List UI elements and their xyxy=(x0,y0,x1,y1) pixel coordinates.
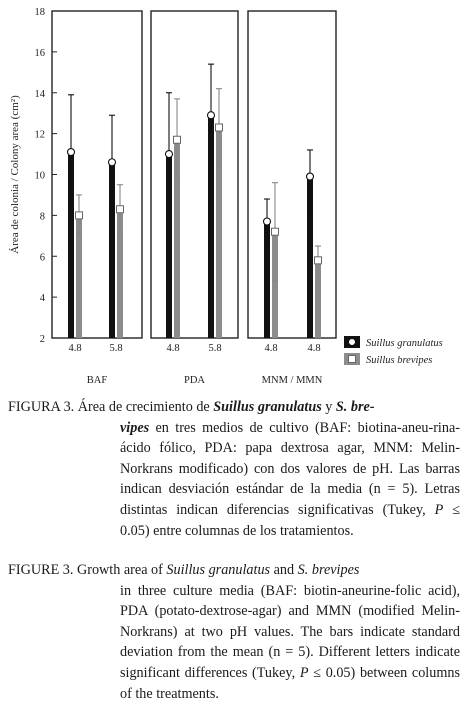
caption-es-species1: Suillus granulatus xyxy=(213,399,322,415)
caption-en-text1: Growth area of xyxy=(76,562,167,578)
ph-tick-label: 5.8 xyxy=(208,343,222,354)
point-granulatus xyxy=(166,151,173,158)
panel-label: PDA xyxy=(183,375,206,386)
legend-label: Suillus brevipes xyxy=(366,355,433,366)
ph-tick-label: 5.8 xyxy=(109,343,123,354)
caption-english xyxy=(8,560,460,704)
caption-es-text3: en tres medios de cultivo (BAF: biotina-aneu-rina-ácido fólico, PDA: papa dextrosa agar, MNM: Melin-Norkrans modificado) con dos valores de pH. Las barras indican desviación estándar de la media (n = 5). Letras distintas indican diferencias significativas (Tukey, xyxy=(120,419,460,518)
caption-en-body xyxy=(8,581,460,705)
legend-marker xyxy=(349,356,356,363)
point-granulatus xyxy=(307,173,314,180)
caption-es-text1: Área de crecimiento de xyxy=(77,399,214,415)
ph-tick-label: 4.8 xyxy=(68,343,82,354)
caption-spanish xyxy=(8,397,460,541)
y-tick-label: 6 xyxy=(39,252,45,264)
point-brevipes xyxy=(272,228,279,235)
caption-es-body xyxy=(8,418,460,542)
y-axis-label: Área de colonia / Colony area (cm²) xyxy=(9,95,21,254)
caption-es-species2: S. bre- xyxy=(335,399,375,415)
caption-es-text4: ≤ 0.05) entre columnas de los tratamientos. xyxy=(120,501,460,539)
caption-en-text4: ≤ 0.05) between columns of the treatments. xyxy=(120,664,460,702)
ph-tick-label: 4.8 xyxy=(166,343,180,354)
legend-marker xyxy=(349,339,356,346)
point-brevipes xyxy=(216,124,223,131)
panel-label: MNM / MMN xyxy=(261,375,323,386)
legend-label: Suillus granulatus xyxy=(366,338,443,349)
caption-es-text2: y xyxy=(321,399,336,415)
point-brevipes xyxy=(117,206,124,213)
panel-frame xyxy=(52,11,142,338)
caption-es-p: P xyxy=(434,501,444,518)
caption-en-label: FIGURE 3. xyxy=(8,562,74,578)
y-tick-label: 18 xyxy=(34,7,45,18)
y-tick-label: 16 xyxy=(34,47,45,59)
y-tick-label: 14 xyxy=(34,88,45,100)
ph-tick-label: 4.8 xyxy=(264,343,278,354)
caption-es-species2-cont: vipes xyxy=(120,419,150,436)
y-tick-label: 2 xyxy=(39,334,45,345)
point-granulatus xyxy=(208,112,215,119)
caption-en-text3: in three culture media (BAF: biotin-aneurine-folic acid), PDA (potato-dextrose-agar) and MMN (modified Melin-Norkrans) at two pH values. The bars indicate standard deviation from the mean (n = 5). Different letters indicate significant differences (Tukey, xyxy=(120,582,460,681)
caption-en-text2: and xyxy=(270,562,298,578)
point-granulatus xyxy=(68,149,75,156)
panel-frame xyxy=(248,11,336,338)
y-tick-label: 4 xyxy=(39,293,45,305)
caption-es-label: FIGURA 3. xyxy=(8,399,75,415)
y-tick-label: 8 xyxy=(39,211,45,223)
point-brevipes xyxy=(315,257,322,264)
y-tick-label: 10 xyxy=(34,170,45,182)
point-brevipes xyxy=(76,212,83,219)
point-granulatus xyxy=(109,159,116,166)
caption-en-species1: Suillus granulatus xyxy=(166,562,271,578)
point-granulatus xyxy=(264,218,271,225)
caption-en-p: P xyxy=(299,664,309,681)
point-brevipes xyxy=(174,136,181,143)
caption-en-species2: S. brevipes xyxy=(297,562,360,578)
y-tick-label: 12 xyxy=(34,129,45,141)
panel-frame xyxy=(151,11,238,338)
ph-tick-label: 4.8 xyxy=(307,343,321,354)
panel-label: BAF xyxy=(86,375,108,386)
